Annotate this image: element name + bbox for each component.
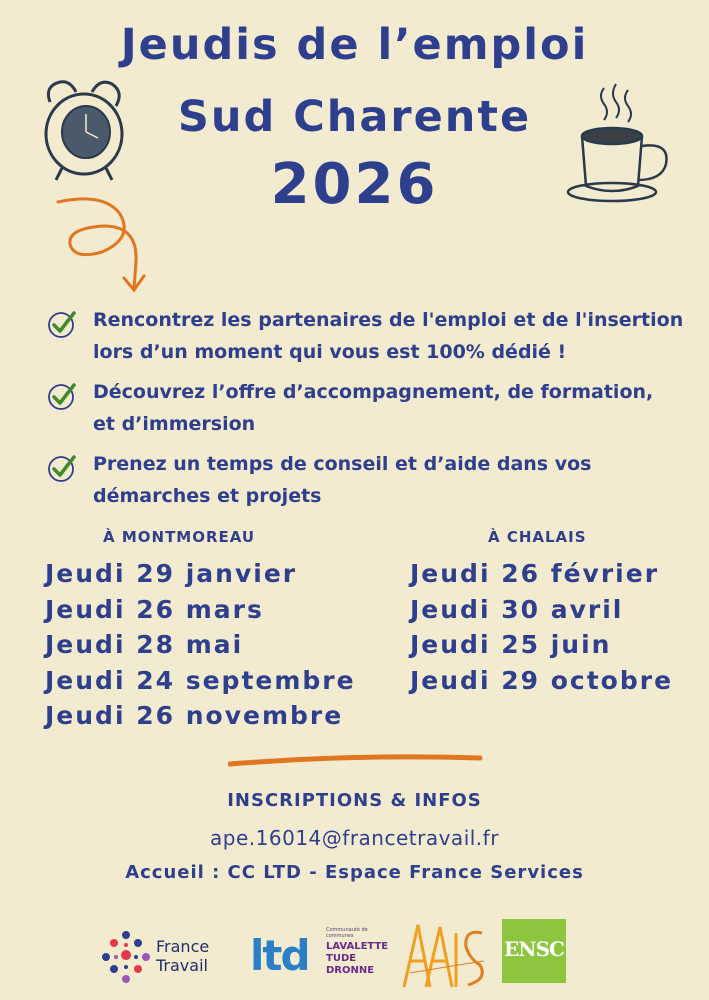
aais-logo [400,917,490,993]
place-label: À MONTMOREAU [103,528,256,546]
date-item: Jeudi 25 juin [410,630,612,659]
title-year: 2026 [270,152,439,217]
ltd-logo [250,923,390,989]
ensc-mark: ENSC [504,937,564,961]
benefit-line: Découvrez l’offre d’accompagnement, de formation, [93,381,654,403]
ltd-mark: ltd [250,931,309,980]
check-circle-icon [46,452,78,484]
benefit-line: Prenez un temps de conseil et d’aide dans vos [93,453,592,475]
date-item: Jeudi 26 novembre [45,701,344,730]
france-travail-wordmark [156,937,209,975]
date-item: Jeudi 29 octobre [410,665,674,695]
title-line-1: Jeudis de l’emploi [120,20,589,70]
france-travail-logo [100,929,230,985]
ltd-name-line: LAVALETTE [326,941,389,952]
date-item: Jeudi 24 septembre [45,665,356,695]
schedule-montmoreau [45,528,356,734]
benefit-line: lors d’un moment qui vous est 100% dédié ! [93,341,567,363]
coffee-cup-icon [566,80,678,206]
benefit-line: démarches et projets [93,485,322,507]
ensc-logo [502,919,566,983]
date-item: Jeudi 26 mars [45,594,264,624]
partner-logos [0,915,709,995]
title-line-2: Sud Charente [177,92,532,142]
benefit-line: Rencontrez les partenaires de l'emploi et de l'insertion [93,309,684,331]
ltd-name-line: TUDE [326,953,357,964]
date-item: Jeudi 28 mai [45,630,244,659]
benefit-item [46,448,686,512]
schedule-chalais [410,528,673,698]
place-label: À CHALAIS [488,528,587,546]
ltd-small-text: Communauté de communes [326,927,368,939]
date-item: Jeudi 30 avril [410,594,624,624]
benefit-item [46,304,686,368]
france-travail-dots-icon [100,929,152,985]
ft-line: Travail [156,956,208,975]
benefit-line: et d’immersion [93,413,256,435]
contact-email[interactable]: ape.16014@francetravail.fr [210,826,499,850]
orange-arrow-icon [54,192,164,296]
ltd-name [326,941,388,977]
benefit-item [46,376,686,440]
date-item: Jeudi 26 février [410,559,660,588]
check-circle-icon [46,308,78,340]
benefits-list [46,304,686,520]
ltd-name-line: DRONNE [326,965,375,976]
info-heading: INSCRIPTIONS & INFOS [227,790,482,811]
divider-stroke [228,752,484,770]
contact-address: Accueil : CC LTD - Espace France Services [125,862,584,883]
ft-line: France [156,937,210,956]
date-item: Jeudi 29 janvier [45,559,298,588]
alarm-clock-icon [40,72,126,184]
check-circle-icon [46,380,78,412]
